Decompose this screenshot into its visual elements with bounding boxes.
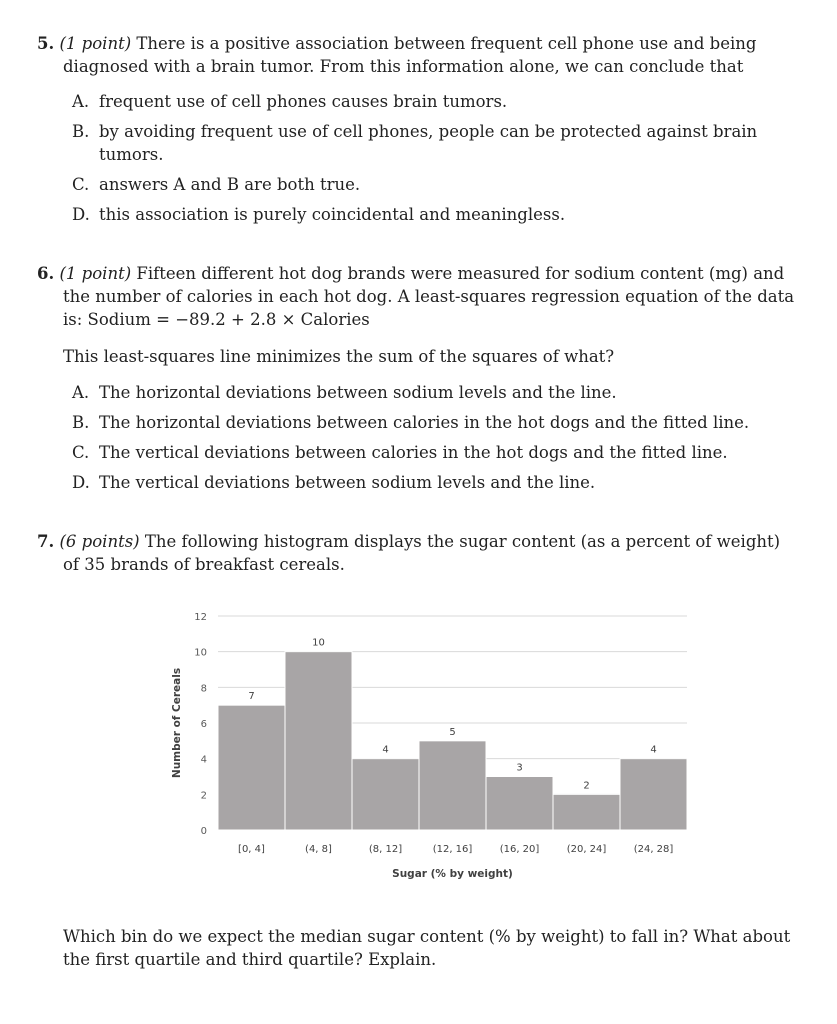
regression-equation: is: Sodium = −89.2 + 2.8 × Calories [63,310,370,329]
x-tick-label: (20, 24] [566,844,607,855]
q5-option-b[interactable] [72,120,797,166]
x-tick-label: (24, 28] [633,844,674,855]
option-text: frequent use of cell phones causes brain tumors. [99,92,508,111]
option-letter: C. [72,175,90,194]
option-letter: B. [72,413,90,432]
y-tick-label: 0 [200,826,207,837]
sugar-histogram [160,600,700,890]
option-letter: A. [72,383,90,402]
followup-text-line: the first quartile and third quartile? Explain. [63,950,437,969]
question-text-line: diagnosed with a brain tumor. From this information alone, we can conclude that [63,57,744,76]
y-tick-label: 4 [200,754,207,766]
histogram-bar [620,759,687,830]
histogram-bar [352,759,419,830]
x-tick-label: (16, 20] [499,844,540,855]
x-tick-label: (4, 8] [305,844,332,855]
question-text-line: of 35 brands of breakfast cereals. [63,555,345,574]
question-7-stem [37,530,797,576]
histogram-bar [553,794,620,830]
option-letter: B. [72,122,90,141]
histogram-bar [486,777,553,831]
followup-text-line: Which bin do we expect the median sugar content (% by weight) to fall in? What about [63,927,791,946]
option-text: answers A and B are both true. [99,175,361,194]
option-letter: A. [72,92,90,111]
question-points: (1 point) [59,264,132,283]
bar-data-label: 4 [382,744,389,756]
q5-option-d[interactable] [72,203,797,226]
histogram-bar [419,741,486,830]
y-tick-label: 2 [200,790,207,802]
q5-option-c[interactable] [72,173,797,196]
x-tick-label: (12, 16] [432,844,473,855]
y-tick-label: 12 [194,612,207,623]
q6-question: This least-squares line minimizes the sum of the squares of what? [63,347,615,366]
question-5-stem [37,32,797,78]
question-number: 7. [37,532,55,551]
y-tick-label: 6 [200,719,207,730]
option-text: The vertical deviations between sodium levels and the line. [99,473,596,492]
histogram-bar [218,705,285,830]
option-text: The horizontal deviations between sodium levels and the line. [99,383,617,402]
question-text-line: There is a positive association between frequent cell phone use and being [136,34,757,53]
question-text-line: Fifteen different hot dog brands were measured for sodium content (mg) and [136,264,785,283]
bar-data-label: 2 [583,780,590,792]
bar-data-label: 10 [312,637,325,649]
y-tick-label: 8 [200,683,207,695]
question-text-line: The following histogram displays the sugar content (as a percent of weight) [144,532,781,551]
histogram-svg [160,600,700,890]
x-axis-title: Sugar (% by weight) [392,868,513,880]
question-text-line: the number of calories in each hot dog. A least-squares regression equation of the data [63,287,795,306]
q5-option-a[interactable] [72,90,797,113]
x-tick-label: (8, 12] [368,844,403,855]
option-letter: D. [72,205,90,224]
option-text: by avoiding frequent use of cell phones, people can be protected against brain [99,122,758,141]
y-axis-title: Number of Cereals [171,667,183,779]
question-number: 5. [37,34,55,53]
bar-data-label: 3 [516,762,523,774]
histogram-bar [285,652,352,830]
bar-data-label: 5 [449,726,456,738]
q6-option-b[interactable] [72,411,797,434]
option-text: this association is purely coincidental and meaningless. [99,205,566,224]
option-letter: D. [72,473,90,492]
y-tick-label: 10 [194,647,207,659]
option-text: The horizontal deviations between calories in the hot dogs and the fitted line. [99,413,750,432]
question-6-stem [37,262,797,331]
option-text-continued: tumors. [99,145,164,164]
bar-data-label: 4 [650,744,657,756]
option-text: The vertical deviations between calories in the hot dogs and the fitted line. [99,443,728,462]
question-points: (1 point) [59,34,132,53]
q6-option-c[interactable] [72,441,797,464]
x-tick-label: [0, 4] [238,844,265,855]
question-number: 6. [37,264,55,283]
q6-option-d[interactable] [72,471,797,494]
q6-option-a[interactable] [72,381,797,404]
question-points: (6 points) [59,532,140,551]
question-7-followup [63,925,803,971]
option-letter: C. [72,443,90,462]
bar-data-label: 7 [248,691,255,703]
